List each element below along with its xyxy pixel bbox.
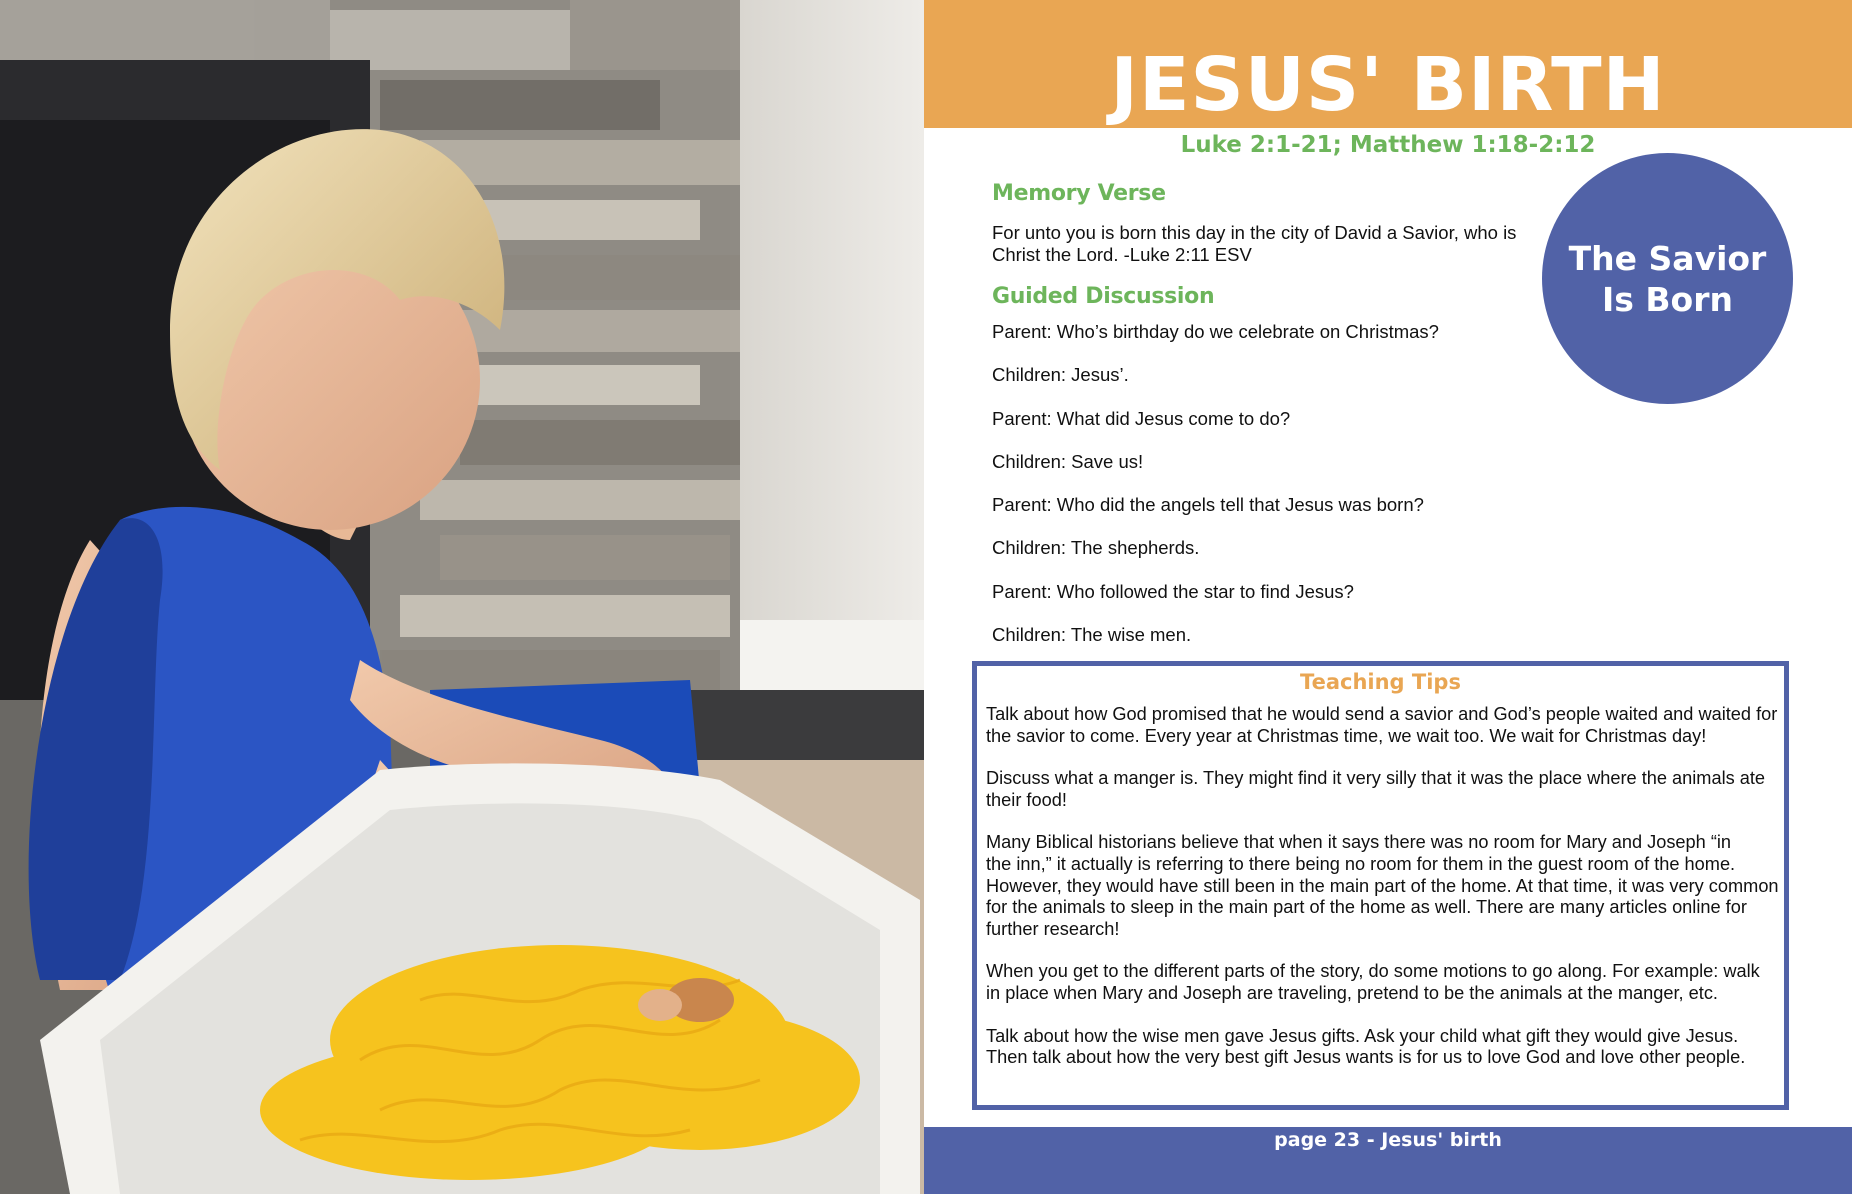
tip-paragraph bbox=[986, 832, 1786, 940]
discussion-line: Children: The shepherds. bbox=[992, 537, 1200, 559]
page-number: page 23 - Jesus' birth bbox=[1274, 1129, 1502, 1151]
tip-line: Many Biblical historians believe that when it says there was no room for Mary and Joseph “in bbox=[986, 832, 1732, 853]
discussion-list bbox=[992, 321, 1512, 667]
memory-verse-line: For unto you is born this day in the city of David a Savior, who is bbox=[992, 222, 1517, 243]
lesson-page bbox=[924, 0, 1852, 1194]
tip-line: Then talk about how the very best gift Jesus wants is for us to love God and love other people. bbox=[986, 1047, 1746, 1068]
tip-line: in place when Mary and Joseph are traveling, pretend to be the animals at the manger, etc. bbox=[986, 982, 1718, 1003]
scripture-reference: Luke 2:1-21; Matthew 1:18-2:12 bbox=[1180, 132, 1596, 158]
tip-paragraph bbox=[986, 961, 1786, 1004]
memory-verse-text bbox=[992, 222, 1532, 266]
tip-line: their food! bbox=[986, 789, 1067, 810]
title-banner bbox=[924, 0, 1852, 128]
tip-paragraph bbox=[986, 768, 1786, 811]
tip-line: Discuss what a manger is. They might find it very silly that it was the place where the animals ate bbox=[986, 768, 1766, 789]
teaching-tips-body bbox=[986, 704, 1786, 1090]
badge-line: Is Born bbox=[1601, 279, 1733, 319]
tip-line: Talk about how the wise men gave Jesus gifts. Ask your child what gift they would give Jesus. bbox=[986, 1025, 1739, 1046]
page-footer bbox=[924, 1127, 1852, 1194]
discussion-heading: Guided Discussion bbox=[992, 284, 1215, 309]
savior-badge bbox=[1542, 153, 1793, 404]
discussion-line: Parent: Who did the angels tell that Jesus was born? bbox=[992, 494, 1424, 516]
discussion-line: Children: The wise men. bbox=[992, 624, 1192, 646]
tip-line: for the animals to sleep in the main part of the home as well. There are many articles online for bbox=[986, 897, 1747, 918]
tip-line: However, they would have still been in the main part of the home. At that time, it was very common bbox=[986, 875, 1779, 896]
discussion-line: Parent: What did Jesus come to do? bbox=[992, 407, 1291, 429]
child-sensory-bin-photo bbox=[0, 0, 924, 1194]
discussion-line: Parent: Who followed the star to find Jesus? bbox=[992, 580, 1354, 602]
discussion-line: Children: Jesus’. bbox=[992, 364, 1129, 386]
tip-paragraph bbox=[986, 704, 1786, 747]
tip-paragraph bbox=[986, 1026, 1786, 1069]
tip-line: Talk about how God promised that he would send a savior and God’s people waited and waited for bbox=[986, 704, 1778, 724]
tip-line: further research! bbox=[986, 918, 1120, 939]
tip-line: the inn,” it actually is referring to there being no room for them in the guest room of the home. bbox=[986, 853, 1736, 874]
teaching-tips-heading: Teaching Tips bbox=[1300, 670, 1461, 694]
tip-line: the savior to come. Every year at Christmas time, we wait too. We wait for Christmas day! bbox=[986, 725, 1707, 746]
badge-line: The Savior bbox=[1568, 238, 1767, 278]
tip-line: When you get to the different parts of the story, do some motions to go along. For example: walk bbox=[986, 961, 1760, 982]
photo-illustration bbox=[0, 0, 924, 1194]
page-title: JESUS' BIRTH bbox=[1110, 42, 1666, 128]
teaching-tips-box bbox=[972, 661, 1789, 1110]
discussion-line: Parent: Who’s birthday do we celebrate on Christmas? bbox=[992, 321, 1439, 342]
memory-verse-heading: Memory Verse bbox=[992, 181, 1166, 206]
memory-verse-line: Christ the Lord. -Luke 2:11 ESV bbox=[992, 244, 1252, 265]
discussion-line: Children: Save us! bbox=[992, 450, 1144, 472]
